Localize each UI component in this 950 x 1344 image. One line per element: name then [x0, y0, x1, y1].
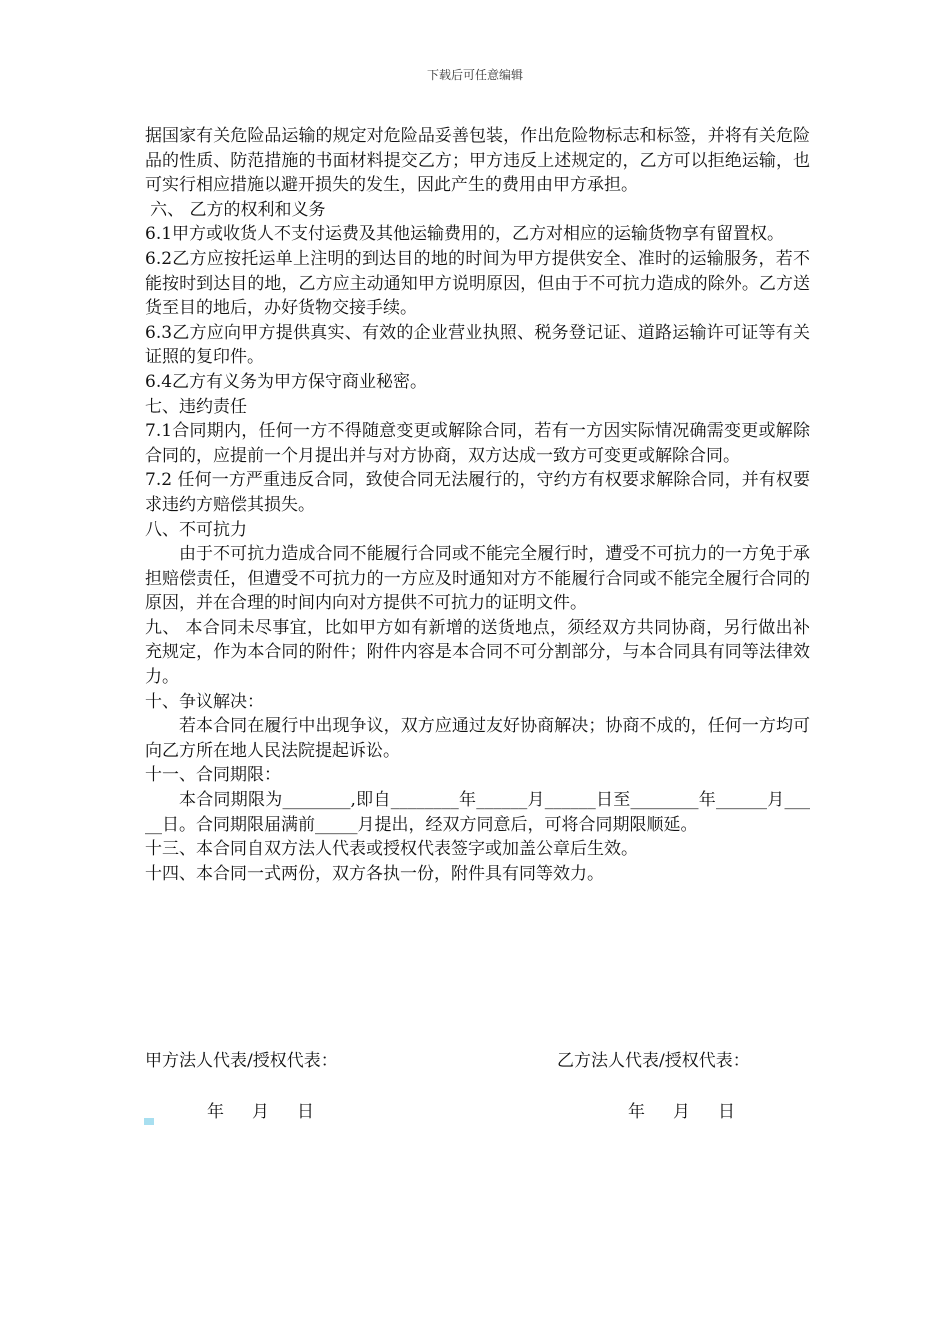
- clause-7-2: 7.2 任何一方严重违反合同，致使合同无法履行的，守约方有权要求解除合同，并有权要求违约方赔偿其损失。: [145, 470, 810, 515]
- month-label: 月: [252, 1102, 269, 1122]
- paragraph-dangerous-goods: 据国家有关危险品运输的规定对危险品妥善包装，作出危险物标志和标签，并将有关危险品的性质、防范措施的书面材料提交乙方；甲方违反上述规定的，乙方可以拒绝运输，也可实行相应措施以避开损失的发生，因此产生的费用由甲方承担。: [145, 126, 810, 196]
- party-b-signature-label: 乙方法人代表/授权代表：: [557, 1051, 750, 1071]
- section-heading-6: 六、 乙方的权利和义务: [150, 199, 326, 220]
- clause-6-1: 6.1甲方或收货人不支付运费及其他运输费用的，乙方对相应的运输货物享有留置权。: [145, 224, 785, 245]
- section-heading-7: 七、违约责任: [145, 396, 247, 417]
- clause-6-3: 6.3乙方应向甲方提供真实、有效的企业营业执照、税务登记证、道路运输许可证等有关证照的复印件。: [145, 322, 810, 368]
- section-heading-10: 十、争议解决：: [145, 691, 264, 712]
- day-label: 日: [297, 1102, 314, 1122]
- section-heading-11: 十一、合同期限：: [145, 765, 281, 786]
- party-b-date: [628, 1097, 763, 1122]
- date-row: [145, 1097, 810, 1123]
- cursor-marker: [144, 1118, 154, 1125]
- month-label: 月: [673, 1102, 690, 1122]
- clause-6-4: 6.4乙方有义务为甲方保守商业秘密。: [145, 371, 428, 392]
- party-a-date: [207, 1097, 342, 1122]
- party-a-signature-label: 甲方法人代表/授权代表：: [145, 1051, 338, 1071]
- day-label: 日: [718, 1102, 735, 1122]
- page-header-note: 下载后可任意编辑: [426, 68, 523, 82]
- year-label: 年: [628, 1102, 645, 1122]
- year-label: 年: [207, 1102, 224, 1122]
- signature-row: [145, 1046, 810, 1072]
- contract-body: [145, 124, 810, 886]
- clause-7-1: 7.1合同期内，任何一方不得随意变更或解除合同，若有一方因实际情况确需变更或解除合同的，应提前一个月提出并与对方协商，双方达成一致方可变更或解除合同。: [145, 421, 810, 466]
- clause-dispute: 若本合同在履行中出现争议，双方应通过友好协商解决；协商不成的，任何一方均可向乙方所在地人民法院提起诉讼。: [145, 716, 810, 761]
- section-14: 十四、本合同一式两份，双方各执一份，附件具有同等效力。: [145, 863, 604, 884]
- clause-term: 本合同期限为________,即自________年______月______日至________年______月_____日。合同期限届满前_____月提出，经双方同意后，可将合同期限顺延。: [145, 790, 810, 835]
- section-13: 十三、本合同自双方法人代表或授权代表签字或加盖公章后生效。: [145, 839, 638, 860]
- clause-6-2: 6.2乙方应按托运单上注明的到达目的地的时间为甲方提供安全、准时的运输服务，若不能按时到达目的地，乙方应主动通知甲方说明原因，但由于不可抗力造成的除外。乙方送货至目的地后，办好货物交接手续。: [145, 248, 810, 319]
- clause-force-majeure: 由于不可抗力造成合同不能履行合同或不能完全履行时，遭受不可抗力的一方免于承担赔偿责任，但遭受不可抗力的一方应及时通知对方不能履行合同或不能完全履行合同的原因，并在合理的时间内向对方提供不可抗力的证明文件。: [145, 544, 810, 614]
- section-heading-8: 八、不可抗力: [145, 519, 247, 540]
- section-9: 九、 本合同未尽事宜，比如甲方如有新增的送货地点，须经双方共同协商，另行做出补充规定，作为本合同的附件；附件内容是本合同不可分割部分，与本合同具有同等法律效力。: [145, 617, 810, 688]
